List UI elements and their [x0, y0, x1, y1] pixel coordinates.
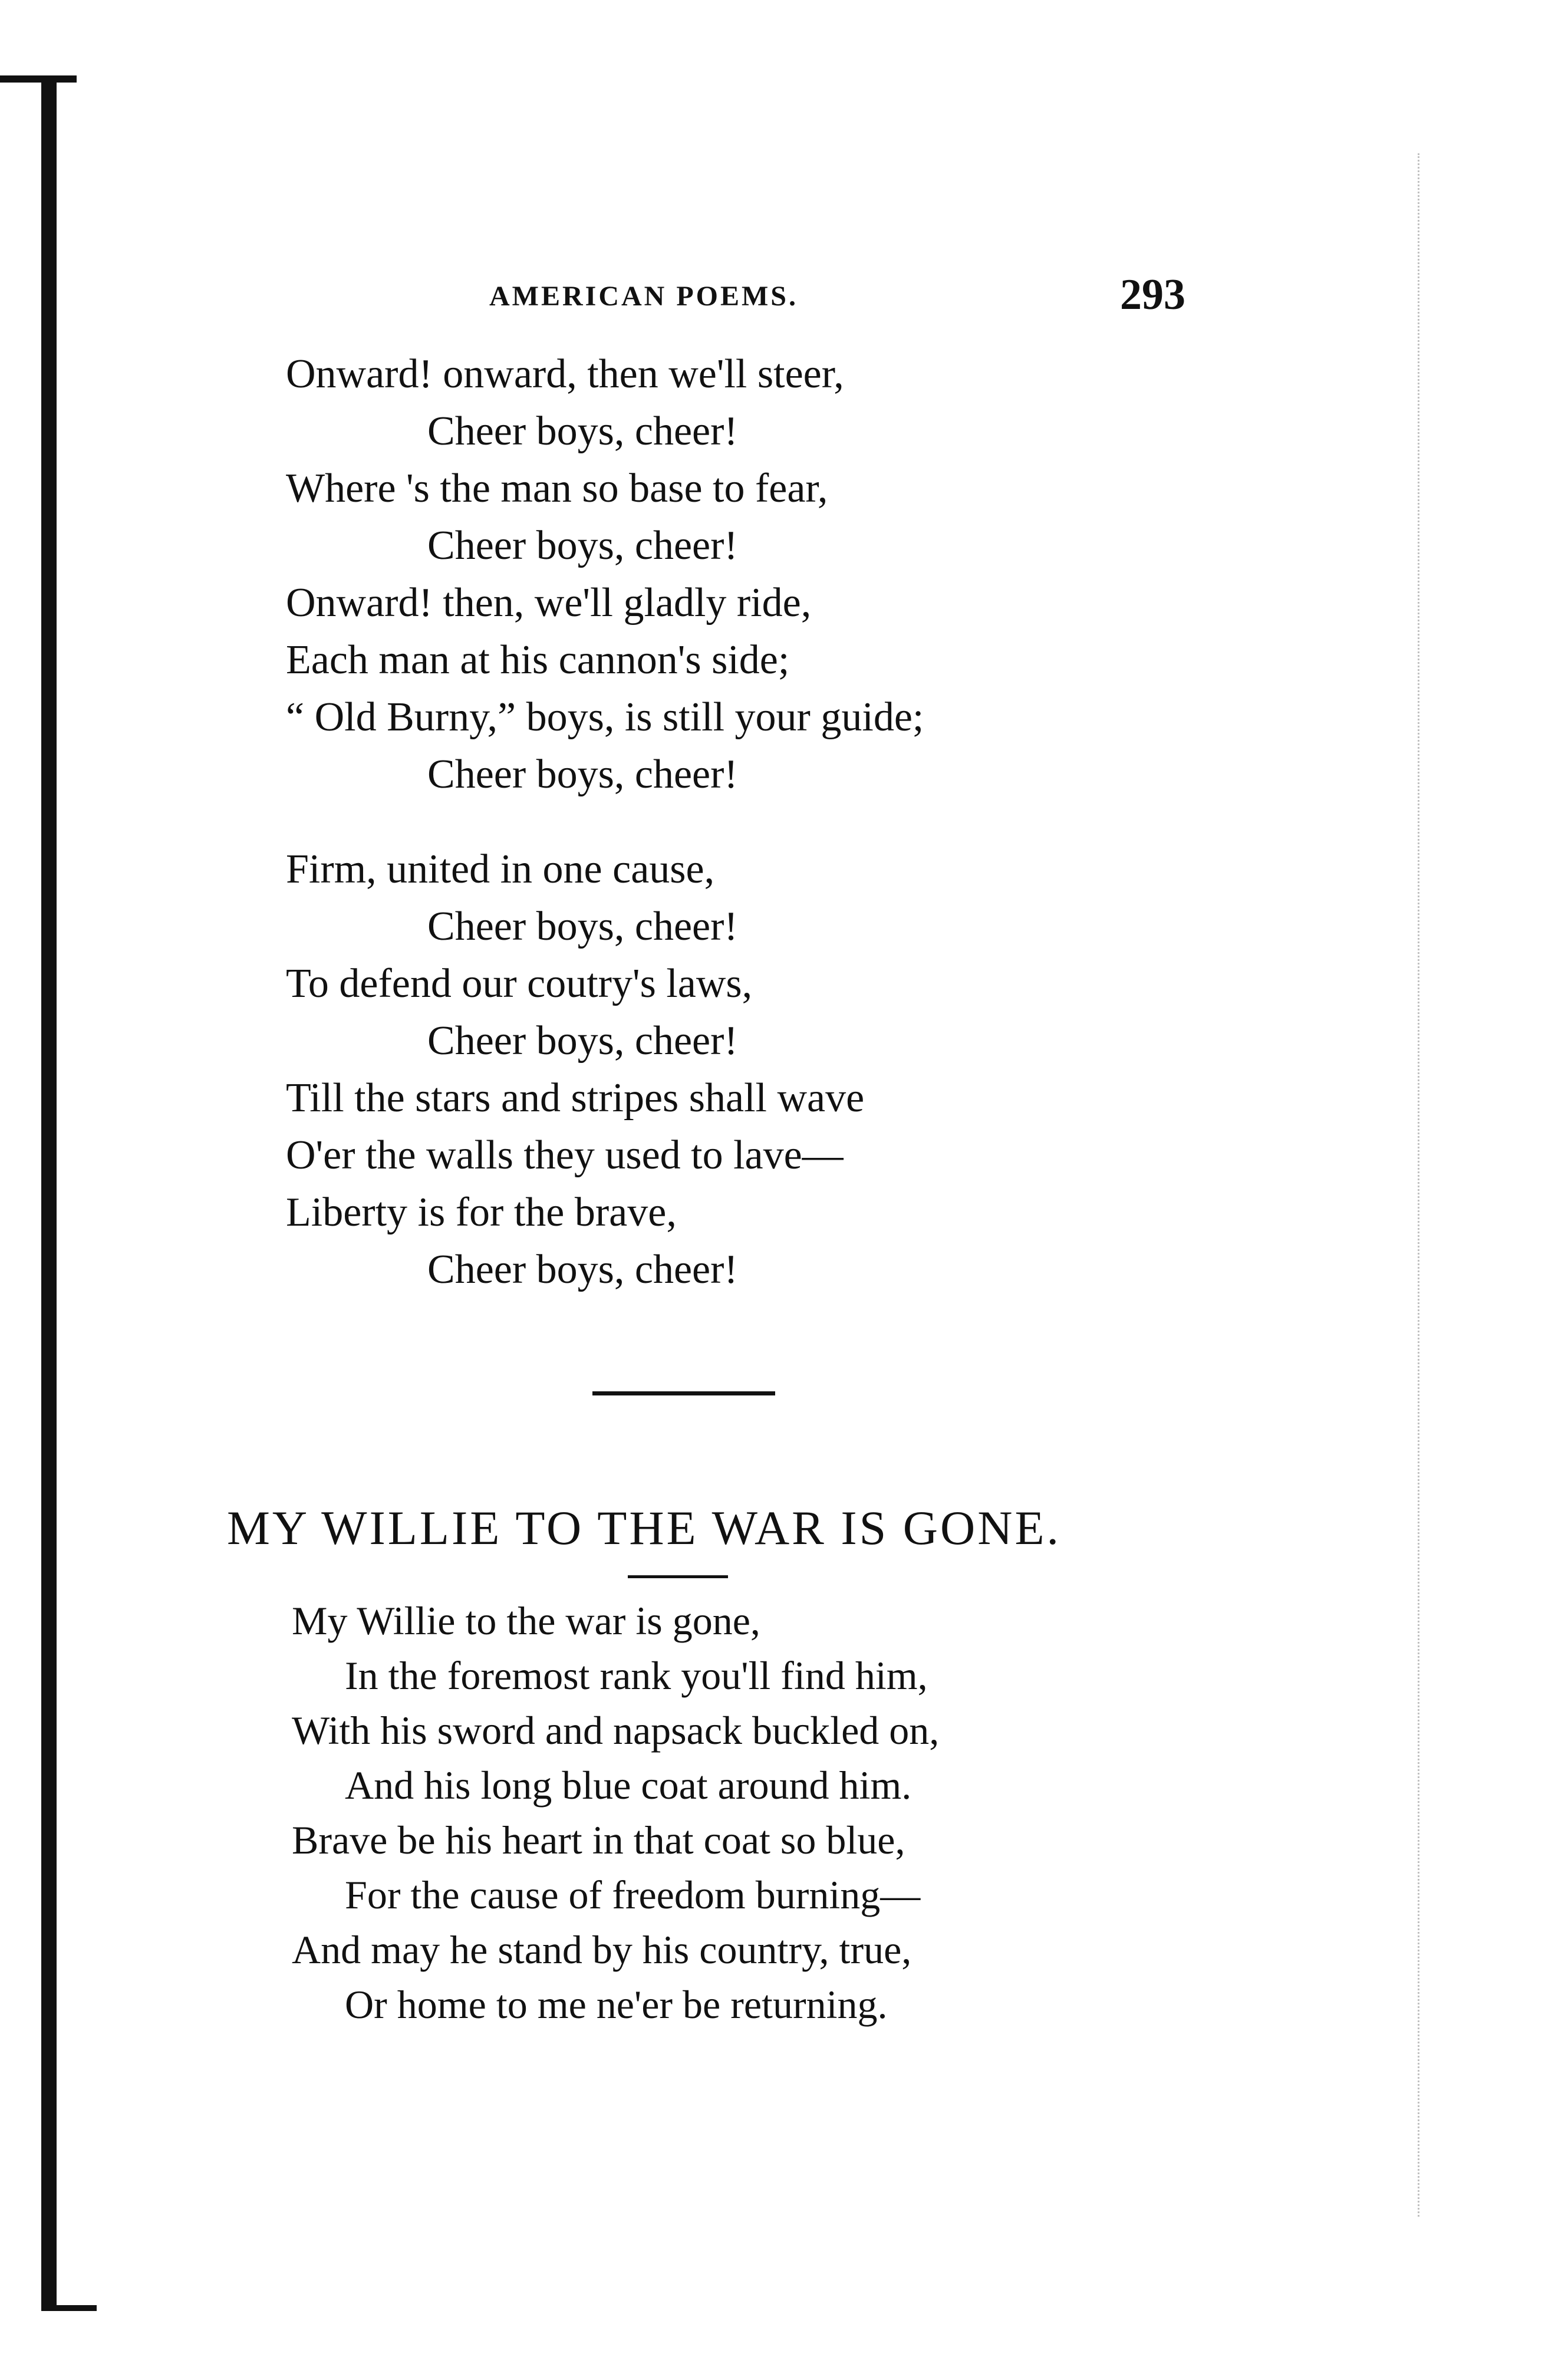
verse-line: Onward! onward, then we'll steer,: [286, 351, 844, 397]
verse-line: My Willie to the war is gone,: [292, 1598, 760, 1643]
verse-line: And may he stand by his country, true,: [292, 1927, 912, 1972]
verse-line: Firm, united in one cause,: [286, 847, 715, 892]
refrain-line: Cheer boys, cheer!: [427, 752, 738, 797]
poem-title: MY WILLIE TO THE WAR IS GONE.: [227, 1501, 1062, 1555]
page-edge-speckle: [1418, 153, 1425, 2217]
verse-line: Liberty is for the brave,: [286, 1190, 677, 1235]
verse-line: Onward! then, we'll gladly ride,: [286, 580, 812, 626]
refrain-line: Cheer boys, cheer!: [427, 409, 738, 454]
refrain-line: Cheer boys, cheer!: [427, 1247, 738, 1292]
verse-line: Brave be his heart in that coat so blue,: [292, 1818, 905, 1862]
verse-line: Or home to me ne'er be returning.: [345, 1982, 888, 2027]
verse-line: Each man at his cannon's side;: [286, 637, 790, 683]
binding-edge-top: [0, 75, 77, 83]
title-rule: [628, 1575, 728, 1578]
binding-edge-bottom: [50, 2305, 97, 2311]
verse-line: With his sword and napsack buckled on,: [292, 1708, 940, 1753]
binding-edge: [41, 83, 57, 2311]
verse-line: “ Old Burny,” boys, is still your guide;: [286, 694, 924, 740]
refrain-line: Cheer boys, cheer!: [427, 523, 738, 568]
verse-line: Where 's the man so base to fear,: [286, 466, 828, 511]
refrain-line: Cheer boys, cheer!: [427, 904, 738, 949]
verse-line: O'er the walls they used to lave—: [286, 1133, 844, 1178]
verse-line: To defend our coutry's laws,: [286, 961, 753, 1006]
verse-line: And his long blue coat around him.: [345, 1763, 912, 1808]
verse-line: Till the stars and stripes shall wave: [286, 1075, 865, 1121]
running-title: AMERICAN POEMS.: [489, 281, 798, 312]
page-number: 293: [1120, 271, 1185, 319]
verse-line: In the foremost rank you'll find him,: [345, 1653, 928, 1698]
verse-line: For the cause of freedom burning—: [345, 1872, 921, 1917]
section-divider: [592, 1391, 775, 1395]
refrain-line: Cheer boys, cheer!: [427, 1018, 738, 1064]
